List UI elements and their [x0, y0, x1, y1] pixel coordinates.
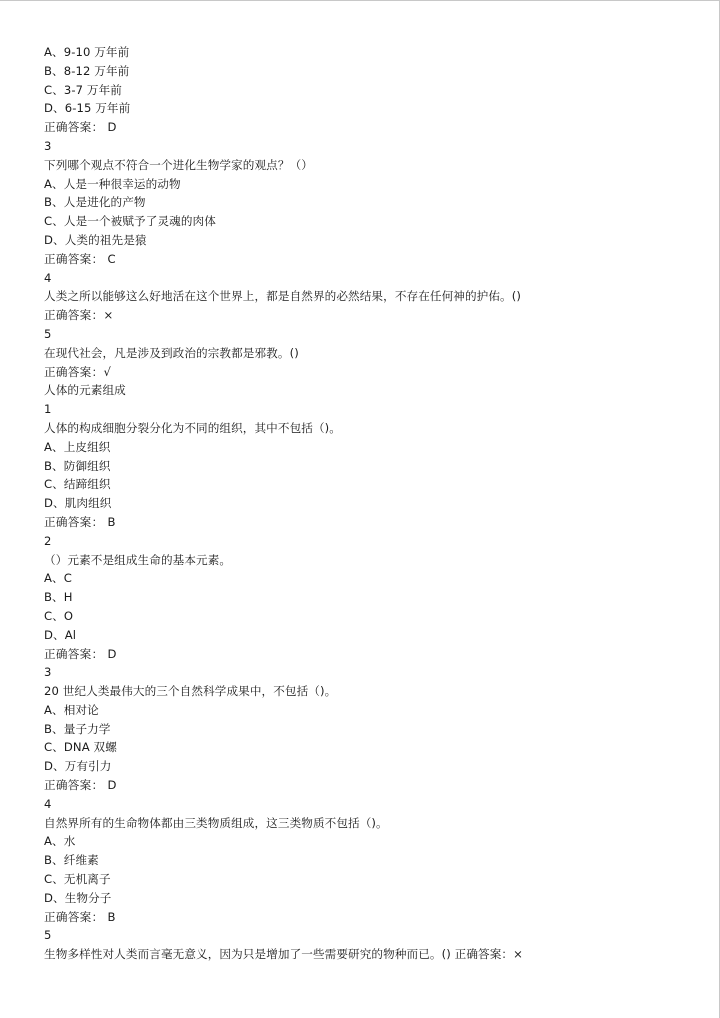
- option-line: D、人类的祖先是猿: [44, 232, 147, 247]
- question-text: 人类之所以能够这么好地活在这个世界上，都是自然界的必然结果，不存在任何神的护佑。(): [44, 289, 521, 304]
- option-line: B、8-12 万年前: [44, 63, 130, 78]
- question-text: （）元素不是组成生命的基本元素。: [44, 552, 232, 567]
- question-text: 在现代社会，凡是涉及到政治的宗教都是邪教。(): [44, 345, 299, 360]
- question-number: 4: [44, 270, 52, 285]
- question-text: 20 世纪人类最伟大的三个自然科学成果中，不包括（)。: [44, 684, 337, 699]
- answer-line: 正确答案： D: [44, 120, 117, 135]
- option-line: B、人是进化的产物: [44, 195, 146, 210]
- option-line: C、O: [44, 608, 74, 623]
- option-line: A、相对论: [44, 702, 99, 717]
- option-line: A、上皮组织: [44, 439, 111, 454]
- option-line: A、C: [44, 571, 72, 586]
- question-number: 5: [44, 928, 52, 943]
- answer-line: 正确答案：√: [44, 364, 112, 379]
- option-line: D、Al: [44, 627, 77, 642]
- option-line: C、结蹄组织: [44, 477, 111, 492]
- answer-line: 正确答案： B: [44, 909, 116, 924]
- question-number: 3: [44, 138, 52, 153]
- option-line: D、生物分子: [44, 890, 112, 905]
- option-line: C、3-7 万年前: [44, 82, 122, 97]
- option-line: B、纤维素: [44, 853, 99, 868]
- question-number: 5: [44, 326, 52, 341]
- option-line: B、防御组织: [44, 458, 111, 473]
- option-line: C、无机离子: [44, 872, 111, 887]
- answer-line: 正确答案： C: [44, 251, 116, 266]
- question-number: 2: [44, 533, 52, 548]
- answer-line: 正确答案： D: [44, 778, 117, 793]
- option-line: A、9-10 万年前: [44, 45, 130, 59]
- question-text: 自然界所有的生命物体都由三类物质组成，这三类物质不包括（)。: [44, 815, 388, 830]
- section-title: 人体的元素组成: [44, 383, 126, 398]
- option-line: D、肌肉组织: [44, 496, 112, 511]
- option-line: C、人是一个被赋予了灵魂的肉体: [44, 214, 216, 229]
- answer-line: 正确答案： B: [44, 514, 116, 529]
- question-text: 下列哪个观点不符合一个进化生物学家的观点？（）: [44, 157, 313, 172]
- answer-line: 正确答案： D: [44, 646, 117, 661]
- option-line: A、水: [44, 834, 76, 849]
- question-number: 1: [44, 402, 52, 417]
- document-body: [44, 43, 684, 964]
- answer-line: 正确答案：×: [44, 308, 114, 323]
- option-line: D、6-15 万年前: [44, 101, 131, 116]
- question-number: 3: [44, 665, 52, 680]
- option-line: B、H: [44, 590, 73, 605]
- question-number: 4: [44, 796, 52, 811]
- question-text: 生物多样性对人类而言毫无意义，因为只是增加了一些需要研究的物种而已。() 正确答案：×: [44, 947, 523, 962]
- option-line: D、万有引力: [44, 759, 112, 774]
- option-line: B、量子力学: [44, 721, 111, 736]
- option-line: C、DNA 双螺: [44, 740, 117, 755]
- option-line: A、人是一种很幸运的动物: [44, 176, 181, 191]
- question-text: 人体的构成细胞分裂分化为不同的组织，其中不包括（)。: [44, 420, 341, 435]
